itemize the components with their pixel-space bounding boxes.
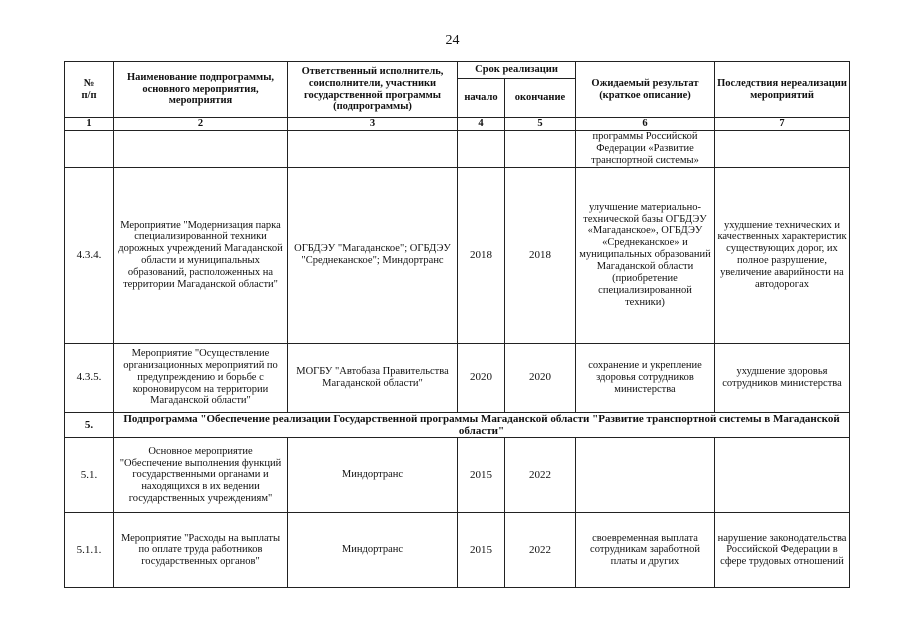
cell-responsible — [288, 131, 458, 168]
cell-consequences — [715, 438, 850, 513]
table-row — [65, 343, 850, 412]
cell-end: 2022 — [505, 438, 576, 513]
cell-num: 4.3.4. — [65, 167, 114, 343]
table-row — [65, 438, 850, 513]
section-num: 5. — [65, 412, 114, 438]
cell-num: 5.1. — [65, 438, 114, 513]
cell-consequences — [715, 131, 850, 168]
cell-num: 4.3.5. — [65, 343, 114, 412]
cell-result: сохранение и укрепление здоровья сотрудников министерства — [576, 343, 715, 412]
cell-responsible: МОГБУ "Автобаза Правительства Магаданской области" — [288, 343, 458, 412]
header-result: Ожидаемый результат (краткое описание) — [576, 62, 715, 118]
page-number: 24 — [445, 33, 460, 48]
column-number: 7 — [715, 118, 850, 131]
cell-name: Основное мероприятие "Обеспечение выполнения функций государственными органами и находящихся в их ведении государственных учреждениям" — [114, 438, 288, 513]
column-number: 4 — [458, 118, 505, 131]
header-num: № п/п — [65, 62, 114, 118]
cell-name: Мероприятие "Осуществление организационных мероприятий по предупреждению и борьбе с короновирусом на территории Магаданской области" — [114, 343, 288, 412]
cell-start — [458, 131, 505, 168]
cell-responsible: ОГБДЭУ "Магаданское"; ОГБДЭУ "Среднеканское"; Миндортранс — [288, 167, 458, 343]
cell-end — [505, 131, 576, 168]
table-row — [65, 131, 850, 168]
cell-start: 2020 — [458, 343, 505, 412]
header-consequences: Последствия нереализации мероприятий — [715, 62, 850, 118]
cell-start: 2018 — [458, 167, 505, 343]
column-number: 3 — [288, 118, 458, 131]
column-number: 6 — [576, 118, 715, 131]
cell-num — [65, 131, 114, 168]
column-number: 2 — [114, 118, 288, 131]
cell-result: программы Российской Федерации «Развитие транспортной системы» — [576, 131, 715, 168]
cell-consequences: ухудшение технических и качественных характеристик существующих дорог, их полное разрушение, увеличение аварийности на автодорогах — [715, 167, 850, 343]
cell-end: 2022 — [505, 513, 576, 588]
header-start: начало — [458, 79, 505, 118]
header-name: Наименование подпрограммы, основного мероприятия, мероприятия — [114, 62, 288, 118]
section-row — [65, 412, 850, 438]
cell-name: Мероприятие "Модернизация парка специализированной техники дорожных учреждений Магаданской области и муниципальных образований, расположенных на территории Магаданской области" — [114, 167, 288, 343]
header-period: Срок реализации — [458, 62, 576, 79]
header-end: окончание — [505, 79, 576, 118]
cell-responsible: Миндортранс — [288, 438, 458, 513]
cell-consequences: нарушение законодательства Российской Федерации в сфере трудовых отношений — [715, 513, 850, 588]
column-number: 1 — [65, 118, 114, 131]
cell-result: своевременная выплата сотрудникам заработной платы и других — [576, 513, 715, 588]
cell-name: Мероприятие "Расходы на выплаты по оплате труда работников государственных органов" — [114, 513, 288, 588]
cell-start: 2015 — [458, 438, 505, 513]
cell-responsible: Миндортранс — [288, 513, 458, 588]
cell-result — [576, 438, 715, 513]
cell-end: 2018 — [505, 167, 576, 343]
table-row — [65, 167, 850, 343]
cell-name — [114, 131, 288, 168]
table-row — [65, 513, 850, 588]
cell-result: улучшение материально-технической базы ОГБДЭУ «Магаданское», ОГБДЭУ «Среднеканское» и муниципальных образований Магаданской области (приобретение специализированной техники) — [576, 167, 715, 343]
cell-consequences: ухудшение здоровья сотрудников министерства — [715, 343, 850, 412]
cell-start: 2015 — [458, 513, 505, 588]
cell-num: 5.1.1. — [65, 513, 114, 588]
section-title: Подпрограмма "Обеспечение реализации Государственной программы Магаданской области "Развитие транспортной системы в Магаданской области" — [114, 412, 850, 438]
header-responsible: Ответственный исполнитель, соисполнители, участники государственной программы (подпрограммы) — [288, 62, 458, 118]
program-table — [64, 61, 850, 588]
cell-end: 2020 — [505, 343, 576, 412]
column-number: 5 — [505, 118, 576, 131]
